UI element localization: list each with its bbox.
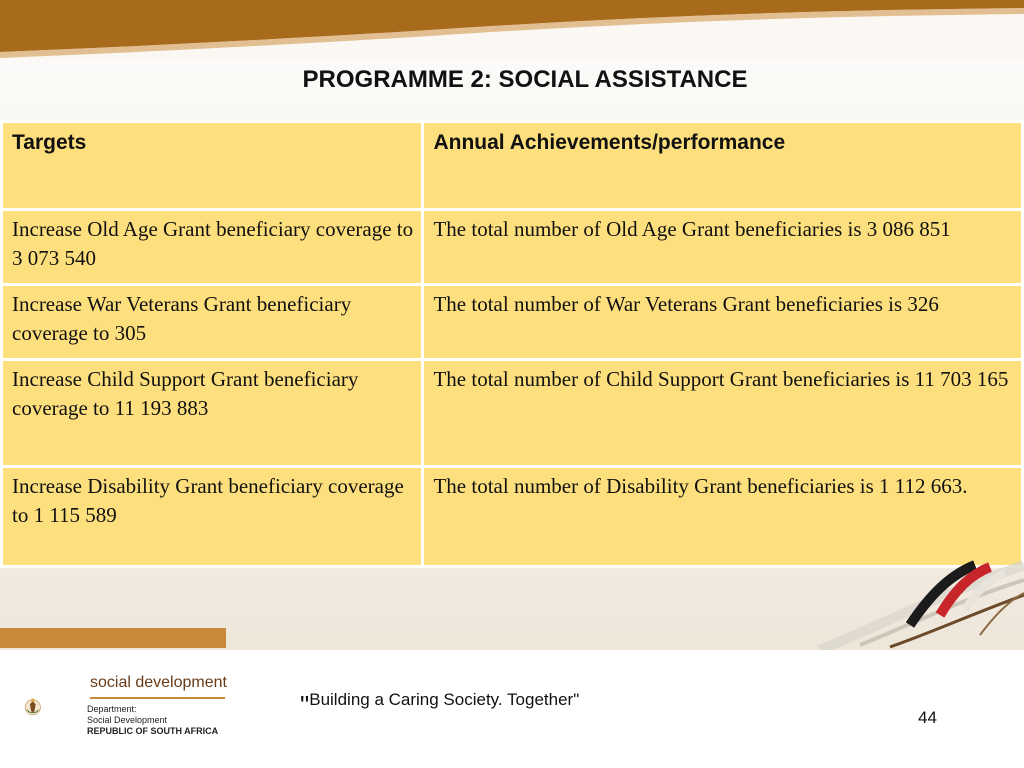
logo-line-3: REPUBLIC OF SOUTH AFRICA bbox=[87, 726, 219, 736]
targets-table bbox=[0, 120, 1024, 568]
logo-name: social development bbox=[90, 674, 227, 691]
logo-divider bbox=[90, 697, 225, 699]
accent-bar bbox=[0, 628, 226, 648]
header-achievements: Annual Achievements/performance bbox=[423, 122, 1023, 210]
table-row bbox=[2, 360, 1023, 467]
slide-title: PROGRAMME 2: SOCIAL ASSISTANCE bbox=[302, 66, 748, 93]
motto bbox=[300, 690, 579, 721]
table-row bbox=[2, 467, 1023, 567]
logo-line-2: Social Development bbox=[87, 715, 168, 725]
table-header-row bbox=[2, 122, 1023, 210]
achievement-cell: The total number of Child Support Grant beneficiaries is 11 703 165 bbox=[423, 360, 1023, 467]
target-cell: Increase Child Support Grant beneficiary coverage to 11 193 883 bbox=[2, 360, 423, 467]
target-cell: Increase Old Age Grant beneficiary coverage to 3 073 540 bbox=[2, 210, 423, 285]
table-row bbox=[2, 285, 1023, 360]
motto-open-quote: " bbox=[300, 690, 310, 720]
achievement-cell: The total number of War Veterans Grant beneficiaries is 326 bbox=[423, 285, 1023, 360]
target-cell: Increase Disability Grant beneficiary coverage to 1 115 589 bbox=[2, 467, 423, 567]
top-banner bbox=[0, 0, 1024, 60]
coat-of-arms-icon bbox=[24, 668, 84, 746]
beadwork-decoration-icon bbox=[800, 555, 1024, 655]
page-number: 44 bbox=[918, 708, 937, 727]
target-cell: Increase War Veterans Grant beneficiary coverage to 305 bbox=[2, 285, 423, 360]
logo-line-1: Department: bbox=[87, 704, 137, 714]
header-targets: Targets bbox=[2, 122, 423, 210]
table-row bbox=[2, 210, 1023, 285]
motto-text: Building a Caring Society. Together" bbox=[309, 690, 580, 709]
achievement-cell: The total number of Old Age Grant beneficiaries is 3 086 851 bbox=[423, 210, 1023, 285]
achievement-cell: The total number of Disability Grant beneficiaries is 1 112 663. bbox=[423, 467, 1023, 567]
